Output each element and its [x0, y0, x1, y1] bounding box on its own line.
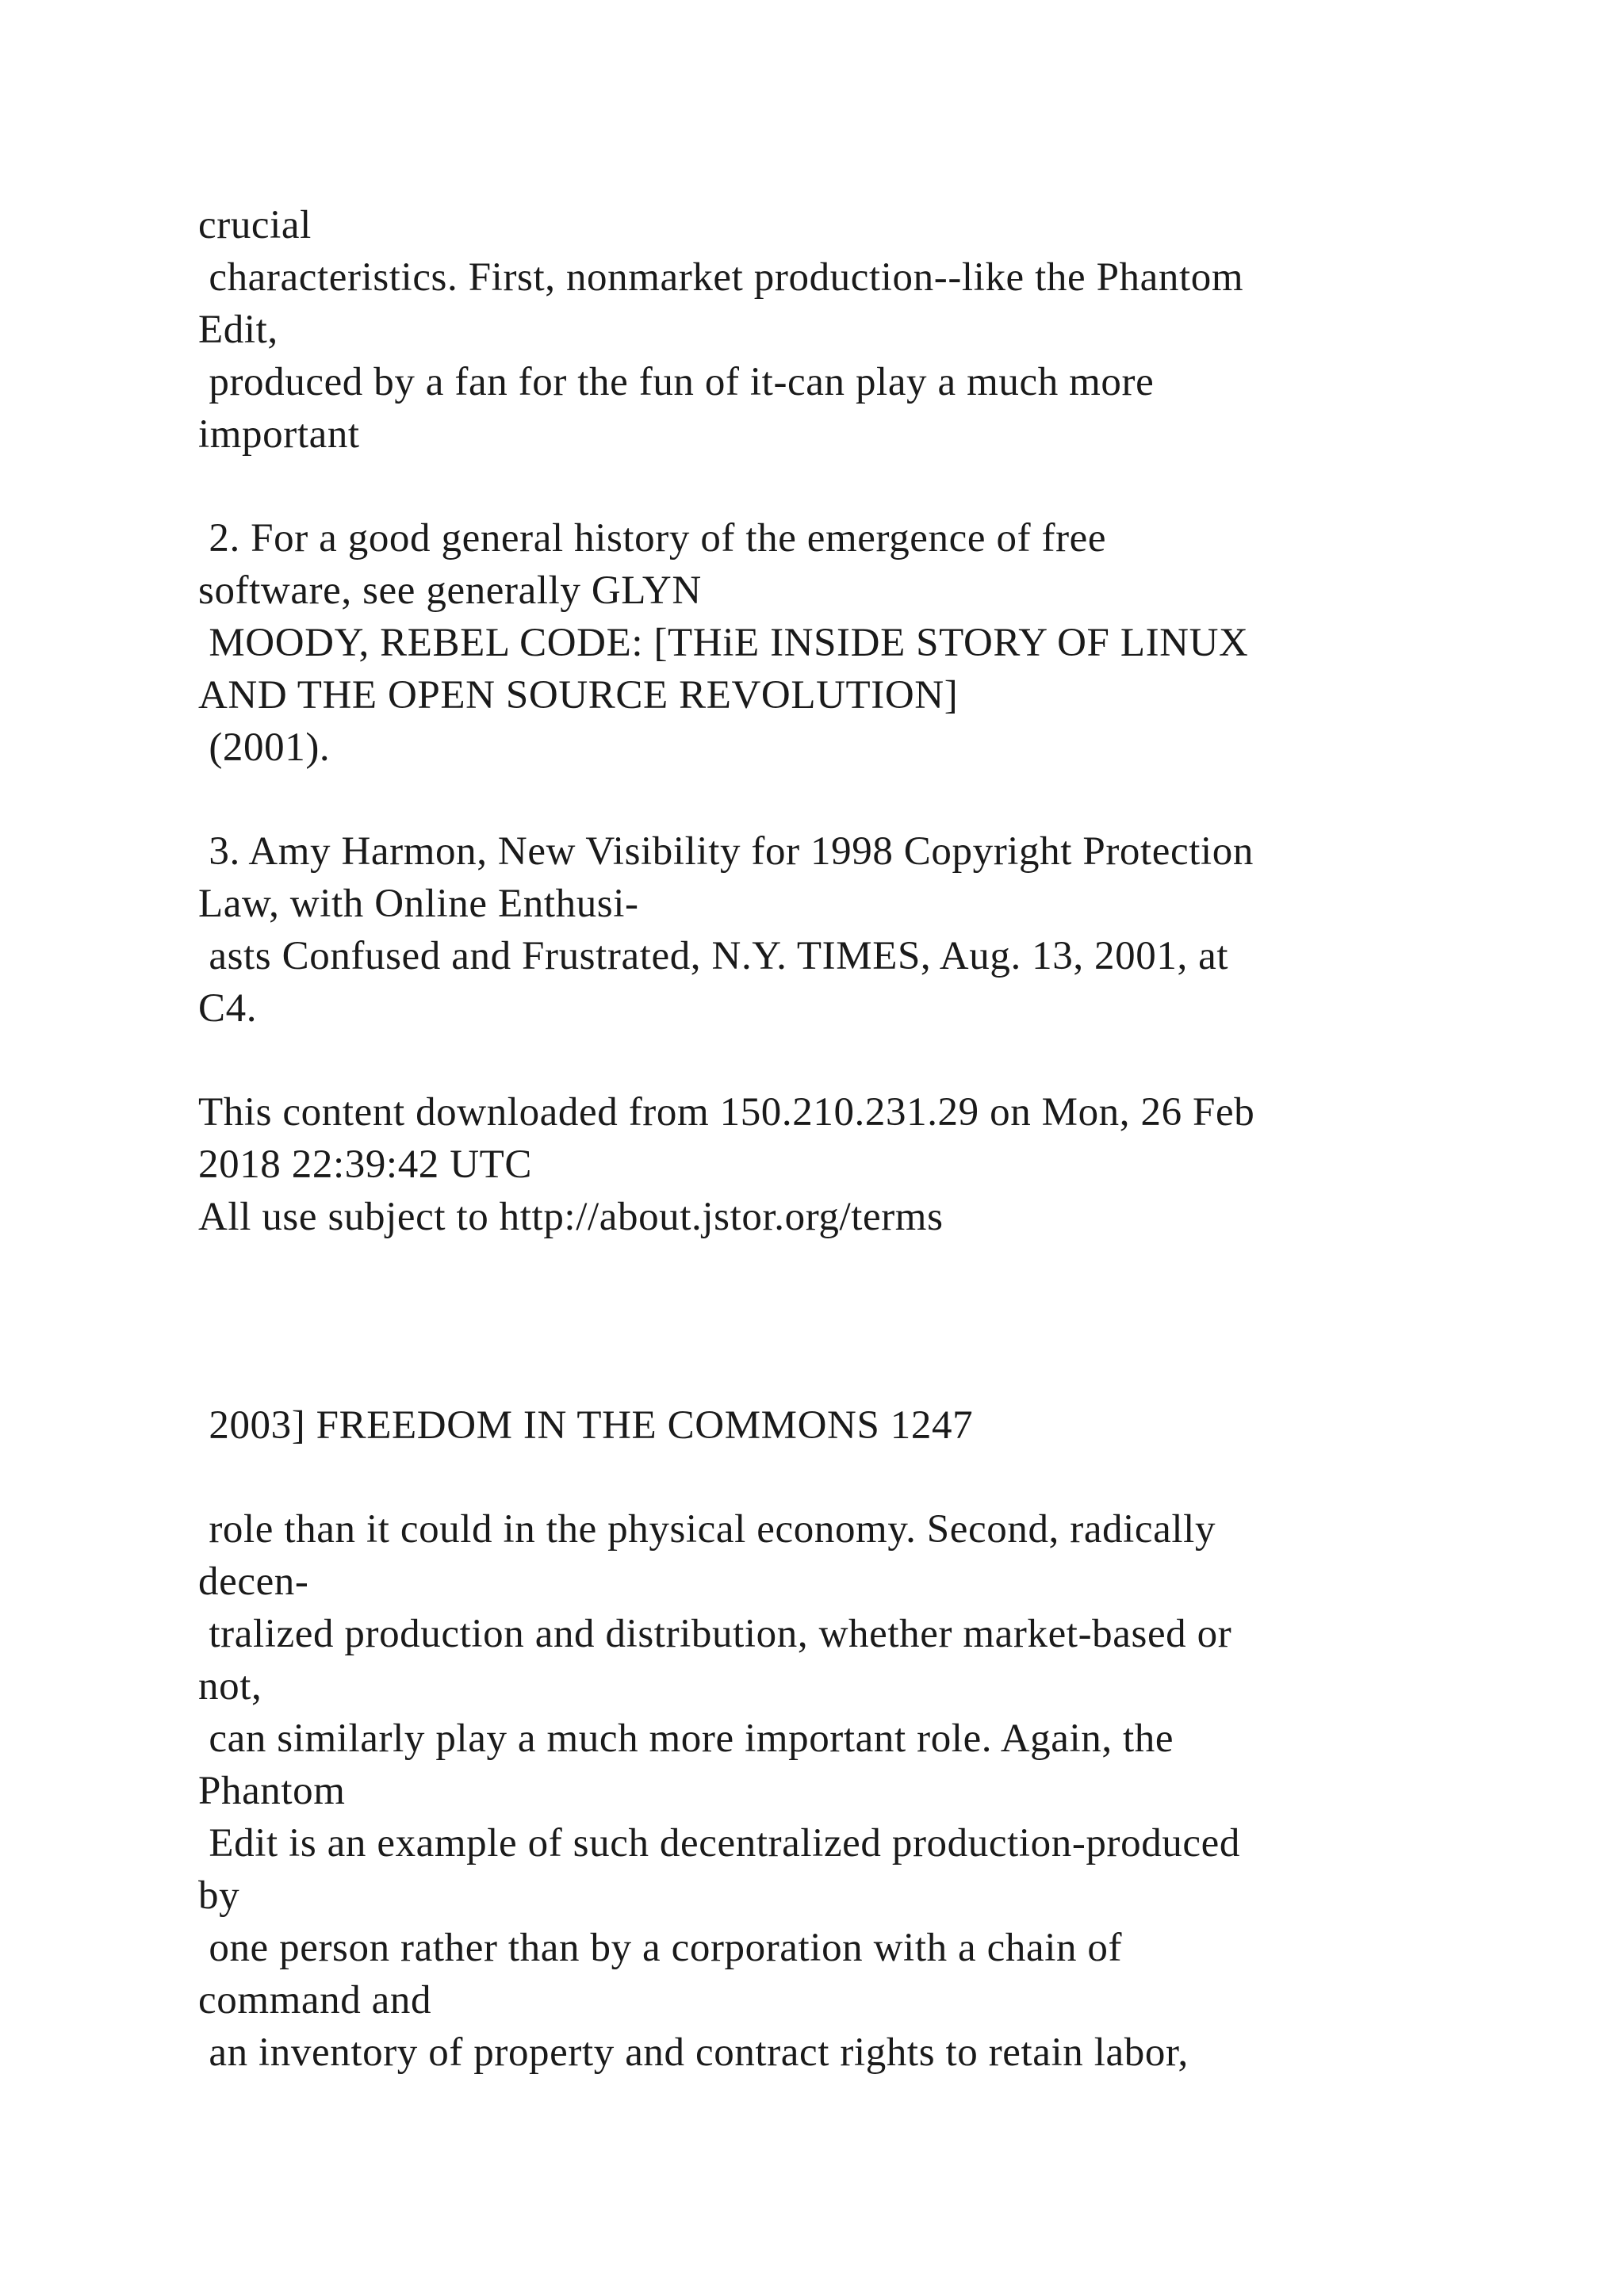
- footnote-line: (2001).: [198, 725, 331, 770]
- text-line: Phantom: [198, 1769, 346, 1813]
- text-line: one person rather than by a corporation with a chain of: [198, 1926, 1123, 1970]
- text-line: produced by a fan for the fun of it-can play a much more: [198, 360, 1155, 404]
- text-line: command and: [198, 1978, 432, 2022]
- footnote-line: 3. Amy Harmon, New Visibility for 1998 Copyright Protection: [198, 829, 1254, 874]
- text-line: crucial: [198, 203, 312, 247]
- terms-notice-line: All use subject to http://about.jstor.org/terms: [198, 1195, 944, 1239]
- footnote-line: AND THE OPEN SOURCE REVOLUTION]: [198, 673, 959, 718]
- footnote-line: Law, with Online Enthusi-: [198, 882, 639, 926]
- running-header: 2003] FREEDOM IN THE COMMONS 1247: [198, 1403, 974, 1448]
- text-line: Edit is an example of such decentralized production-produced: [198, 1821, 1240, 1866]
- footnote-line: MOODY, REBEL CODE: [THiE INSIDE STORY OF LINUX: [198, 621, 1249, 665]
- text-line: Edit,: [198, 308, 278, 352]
- text-line: not,: [198, 1664, 262, 1709]
- text-line: role than it could in the physical economy. Second, radically: [198, 1507, 1216, 1552]
- text-line: decen-: [198, 1559, 309, 1604]
- footnote-line: 2. For a good general history of the emergence of free: [198, 516, 1107, 561]
- text-line: tralized production and distribution, whether market-based or: [198, 1612, 1232, 1656]
- text-line: an inventory of property and contract rights to retain labor,: [198, 2030, 1189, 2075]
- text-line: important: [198, 412, 360, 457]
- footnote-line: software, see generally GLYN: [198, 568, 702, 613]
- text-line: by: [198, 1873, 240, 1918]
- download-notice-line: 2018 22:39:42 UTC: [198, 1142, 533, 1187]
- download-notice-line: This content downloaded from 150.210.231.29 on Mon, 26 Feb: [198, 1090, 1255, 1135]
- footnote-line: C4.: [198, 986, 258, 1031]
- text-line: characteristics. First, nonmarket production--like the Phantom: [198, 255, 1244, 300]
- footnote-line: asts Confused and Frustrated, N.Y. TIMES, Aug. 13, 2001, at: [198, 934, 1229, 978]
- text-line: can similarly play a much more important role. Again, the: [198, 1716, 1174, 1761]
